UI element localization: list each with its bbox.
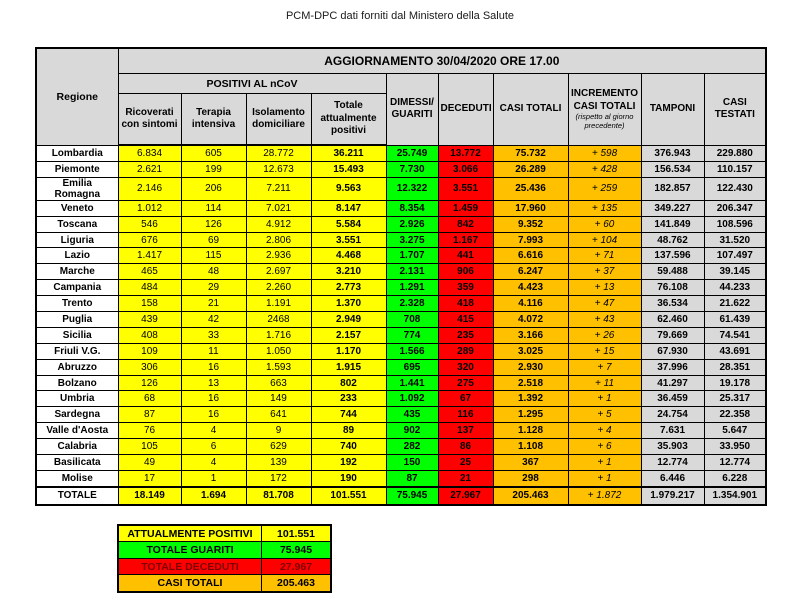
cell-incremento: + 47: [568, 296, 641, 312]
cell-ricoverati: 484: [118, 280, 181, 296]
cell-tamponi: 36.534: [641, 296, 704, 312]
cell-totale: 802: [311, 375, 386, 391]
table-body: [36, 145, 766, 487]
cell-incremento: + 60: [568, 216, 641, 232]
cell-total-ricoverati: 18.149: [118, 487, 181, 505]
table-row: [36, 145, 766, 161]
cell-ricoverati: 465: [118, 264, 181, 280]
summary-box: [117, 524, 332, 593]
table-row: [36, 439, 766, 455]
table-row: [36, 264, 766, 280]
cell-totale: 2.157: [311, 327, 386, 343]
cell-dimessi: 87: [386, 470, 438, 486]
table-row: [36, 280, 766, 296]
cell-casi: 3.166: [493, 327, 568, 343]
cell-totale: 5.584: [311, 216, 386, 232]
cell-incremento: + 15: [568, 343, 641, 359]
cell-dimessi: 8.354: [386, 200, 438, 216]
table-row: [36, 359, 766, 375]
total-row: [36, 487, 766, 505]
cell-tamponi: 79.669: [641, 327, 704, 343]
cell-dimessi: 150: [386, 455, 438, 471]
cell-deceduti: 441: [438, 248, 493, 264]
cell-testati: 19.178: [704, 375, 766, 391]
cell-totale: 3.210: [311, 264, 386, 280]
cell-deceduti: 289: [438, 343, 493, 359]
cell-isolamento: 2.260: [246, 280, 311, 296]
cell-total-region: TOTALE: [36, 487, 118, 505]
cell-totale: 190: [311, 470, 386, 486]
col-header-totale-positivi: Totale attualmente positivi: [311, 94, 386, 146]
cell-casi: 298: [493, 470, 568, 486]
table-footer: [36, 487, 766, 505]
page-title: PCM-DPC dati forniti dal Ministero della Salute: [285, 10, 515, 22]
cell-ricoverati: 1.012: [118, 200, 181, 216]
cell-isolamento: 28.772: [246, 145, 311, 161]
cell-dimessi: 774: [386, 327, 438, 343]
cell-deceduti: 415: [438, 312, 493, 328]
cell-tamponi: 12.774: [641, 455, 704, 471]
table-row: [36, 161, 766, 177]
cell-casi: 6.247: [493, 264, 568, 280]
cell-region: Marche: [36, 264, 118, 280]
cell-ricoverati: 17: [118, 470, 181, 486]
cell-terapia: 199: [181, 161, 246, 177]
cell-casi: 2.930: [493, 359, 568, 375]
cell-terapia: 42: [181, 312, 246, 328]
cell-testati: 21.622: [704, 296, 766, 312]
cell-terapia: 4: [181, 455, 246, 471]
cell-terapia: 16: [181, 359, 246, 375]
cell-ricoverati: 676: [118, 232, 181, 248]
col-header-ricoverati: Ricoverati con sintomi: [118, 94, 181, 146]
cell-testati: 206.347: [704, 200, 766, 216]
cell-totale: 192: [311, 455, 386, 471]
cell-testati: 107.497: [704, 248, 766, 264]
cell-terapia: 16: [181, 407, 246, 423]
covid-data-table: [35, 47, 767, 506]
summary-value: 101.551: [262, 525, 332, 542]
cell-isolamento: 139: [246, 455, 311, 471]
table-row: [36, 177, 766, 200]
cell-isolamento: 1.716: [246, 327, 311, 343]
cell-totale: 2.949: [311, 312, 386, 328]
cell-totale: 740: [311, 439, 386, 455]
cell-casi: 3.025: [493, 343, 568, 359]
cell-totale: 36.211: [311, 145, 386, 161]
cell-deceduti: 13.772: [438, 145, 493, 161]
cell-casi: 6.616: [493, 248, 568, 264]
cell-casi: 1.295: [493, 407, 568, 423]
cell-deceduti: 418: [438, 296, 493, 312]
cell-totale: 1.915: [311, 359, 386, 375]
cell-region: Calabria: [36, 439, 118, 455]
summary-row-totale-deceduti: [118, 558, 331, 575]
cell-terapia: 605: [181, 145, 246, 161]
cell-deceduti: 67: [438, 391, 493, 407]
cell-total-testati: 1.354.901: [704, 487, 766, 505]
cell-incremento: + 5: [568, 407, 641, 423]
cell-testati: 33.950: [704, 439, 766, 455]
cell-dimessi: 1.566: [386, 343, 438, 359]
cell-total-deceduti: 27.967: [438, 487, 493, 505]
cell-terapia: 21: [181, 296, 246, 312]
cell-casi: 17.960: [493, 200, 568, 216]
cell-region: Veneto: [36, 200, 118, 216]
summary-label: ATTUALMENTE POSITIVI: [118, 525, 262, 542]
cell-casi: 9.352: [493, 216, 568, 232]
cell-testati: 5.647: [704, 423, 766, 439]
cell-testati: 229.880: [704, 145, 766, 161]
cell-deceduti: 3.066: [438, 161, 493, 177]
table-row: [36, 343, 766, 359]
summary-row-attualmente-positivi: [118, 525, 331, 542]
cell-ricoverati: 439: [118, 312, 181, 328]
cell-region: Puglia: [36, 312, 118, 328]
table-row: [36, 455, 766, 471]
cell-testati: 110.157: [704, 161, 766, 177]
table-row: [36, 391, 766, 407]
cell-total-isolamento: 81.708: [246, 487, 311, 505]
cell-dimessi: 695: [386, 359, 438, 375]
cell-tamponi: 35.903: [641, 439, 704, 455]
cell-deceduti: 235: [438, 327, 493, 343]
cell-isolamento: 9: [246, 423, 311, 439]
cell-casi: 1.392: [493, 391, 568, 407]
cell-totale: 2.773: [311, 280, 386, 296]
cell-incremento: + 37: [568, 264, 641, 280]
cell-incremento: + 428: [568, 161, 641, 177]
cell-isolamento: 7.211: [246, 177, 311, 200]
cell-incremento: + 4: [568, 423, 641, 439]
cell-dimessi: 3.275: [386, 232, 438, 248]
cell-dimessi: 12.322: [386, 177, 438, 200]
cell-testati: 61.439: [704, 312, 766, 328]
cell-tamponi: 376.943: [641, 145, 704, 161]
cell-ricoverati: 2.146: [118, 177, 181, 200]
cell-tamponi: 62.460: [641, 312, 704, 328]
cell-terapia: 115: [181, 248, 246, 264]
col-header-casi-testati: CASI TESTATI: [704, 74, 766, 146]
cell-testati: 108.596: [704, 216, 766, 232]
cell-terapia: 33: [181, 327, 246, 343]
cell-incremento: + 43: [568, 312, 641, 328]
cell-dimessi: 1.092: [386, 391, 438, 407]
col-header-casi-totali: CASI TOTALI: [493, 74, 568, 146]
cell-deceduti: 116: [438, 407, 493, 423]
cell-incremento: + 1: [568, 391, 641, 407]
cell-total-dimessi: 75.945: [386, 487, 438, 505]
cell-totale: 3.551: [311, 232, 386, 248]
cell-region: Liguria: [36, 232, 118, 248]
cell-total-totale-positivi: 101.551: [311, 487, 386, 505]
table-row: [36, 423, 766, 439]
col-header-dimessi: DIMESSI/ GUARITI: [386, 74, 438, 146]
table-header: [36, 48, 766, 145]
cell-ricoverati: 546: [118, 216, 181, 232]
cell-region: Emilia Romagna: [36, 177, 118, 200]
cell-terapia: 48: [181, 264, 246, 280]
cell-isolamento: 4.912: [246, 216, 311, 232]
cell-total-tamponi: 1.979.217: [641, 487, 704, 505]
cell-tamponi: 6.446: [641, 470, 704, 486]
cell-deceduti: 275: [438, 375, 493, 391]
cell-casi: 4.116: [493, 296, 568, 312]
col-header-isolamento: Isolamento domiciliare: [246, 94, 311, 146]
summary-row-totale-guariti: [118, 542, 331, 559]
cell-ricoverati: 126: [118, 375, 181, 391]
cell-isolamento: 2.806: [246, 232, 311, 248]
cell-tamponi: 59.488: [641, 264, 704, 280]
cell-terapia: 1: [181, 470, 246, 486]
table-row: [36, 200, 766, 216]
cell-ricoverati: 1.417: [118, 248, 181, 264]
cell-casi: 26.289: [493, 161, 568, 177]
col-header-tamponi: TAMPONI: [641, 74, 704, 146]
cell-ricoverati: 105: [118, 439, 181, 455]
cell-dimessi: 2.131: [386, 264, 438, 280]
cell-isolamento: 1.050: [246, 343, 311, 359]
cell-totale: 4.468: [311, 248, 386, 264]
cell-region: Bolzano: [36, 375, 118, 391]
cell-region: Sardegna: [36, 407, 118, 423]
cell-region: Sicilia: [36, 327, 118, 343]
cell-region: Abruzzo: [36, 359, 118, 375]
col-header-incremento: [568, 74, 641, 146]
cell-tamponi: 137.596: [641, 248, 704, 264]
cell-ricoverati: 6.834: [118, 145, 181, 161]
cell-casi: 25.436: [493, 177, 568, 200]
cell-terapia: 114: [181, 200, 246, 216]
cell-testati: 43.691: [704, 343, 766, 359]
cell-incremento: + 6: [568, 439, 641, 455]
cell-testati: 25.317: [704, 391, 766, 407]
cell-ricoverati: 68: [118, 391, 181, 407]
cell-incremento: + 259: [568, 177, 641, 200]
cell-region: Lombardia: [36, 145, 118, 161]
cell-tamponi: 141.849: [641, 216, 704, 232]
cell-dimessi: 2.926: [386, 216, 438, 232]
cell-total-incremento: + 1.872: [568, 487, 641, 505]
cell-testati: 28.351: [704, 359, 766, 375]
cell-totale: 15.493: [311, 161, 386, 177]
cell-deceduti: 86: [438, 439, 493, 455]
cell-incremento: + 104: [568, 232, 641, 248]
cell-terapia: 6: [181, 439, 246, 455]
cell-region: Basilicata: [36, 455, 118, 471]
cell-casi: 367: [493, 455, 568, 471]
cell-incremento: + 598: [568, 145, 641, 161]
col-group-positivi: POSITIVI AL nCoV: [118, 74, 386, 94]
summary-value: 75.945: [262, 542, 332, 559]
cell-isolamento: 1.191: [246, 296, 311, 312]
cell-deceduti: 1.459: [438, 200, 493, 216]
cell-isolamento: 172: [246, 470, 311, 486]
cell-deceduti: 21: [438, 470, 493, 486]
cell-terapia: 69: [181, 232, 246, 248]
cell-terapia: 29: [181, 280, 246, 296]
cell-terapia: 4: [181, 423, 246, 439]
cell-isolamento: 663: [246, 375, 311, 391]
cell-terapia: 13: [181, 375, 246, 391]
cell-incremento: + 135: [568, 200, 641, 216]
col-header-terapia: Terapia intensiva: [181, 94, 246, 146]
cell-tamponi: 349.227: [641, 200, 704, 216]
cell-totale: 89: [311, 423, 386, 439]
cell-isolamento: 2.936: [246, 248, 311, 264]
summary-label: TOTALE GUARITI: [118, 542, 262, 559]
table-row: [36, 470, 766, 486]
table-row: [36, 312, 766, 328]
summary-row-casi-totali: [118, 575, 331, 592]
cell-testati: 74.541: [704, 327, 766, 343]
cell-testati: 31.520: [704, 232, 766, 248]
cell-deceduti: 137: [438, 423, 493, 439]
cell-totale: 1.370: [311, 296, 386, 312]
cell-deceduti: 906: [438, 264, 493, 280]
cell-dimessi: 435: [386, 407, 438, 423]
cell-region: Friuli V.G.: [36, 343, 118, 359]
cell-tamponi: 67.930: [641, 343, 704, 359]
cell-total-casi: 205.463: [493, 487, 568, 505]
cell-deceduti: 1.167: [438, 232, 493, 248]
cell-terapia: 126: [181, 216, 246, 232]
cell-dimessi: 2.328: [386, 296, 438, 312]
cell-testati: 44.233: [704, 280, 766, 296]
cell-total-terapia: 1.694: [181, 487, 246, 505]
cell-isolamento: 12.673: [246, 161, 311, 177]
cell-tamponi: 48.762: [641, 232, 704, 248]
cell-casi: 2.518: [493, 375, 568, 391]
cell-region: Molise: [36, 470, 118, 486]
cell-totale: 1.170: [311, 343, 386, 359]
table-row: [36, 375, 766, 391]
cell-isolamento: 629: [246, 439, 311, 455]
cell-totale: 8.147: [311, 200, 386, 216]
cell-incremento: + 7: [568, 359, 641, 375]
cell-dimessi: 7.730: [386, 161, 438, 177]
cell-dimessi: 902: [386, 423, 438, 439]
cell-tamponi: 182.857: [641, 177, 704, 200]
cell-isolamento: 149: [246, 391, 311, 407]
cell-terapia: 11: [181, 343, 246, 359]
cell-testati: 12.774: [704, 455, 766, 471]
cell-isolamento: 1.593: [246, 359, 311, 375]
cell-isolamento: 2468: [246, 312, 311, 328]
cell-incremento: + 13: [568, 280, 641, 296]
cell-casi: 4.423: [493, 280, 568, 296]
cell-tamponi: 41.297: [641, 375, 704, 391]
cell-totale: 744: [311, 407, 386, 423]
table-row: [36, 327, 766, 343]
cell-region: Trento: [36, 296, 118, 312]
cell-testati: 122.430: [704, 177, 766, 200]
table-row: [36, 407, 766, 423]
cell-casi: 7.993: [493, 232, 568, 248]
table-row: [36, 248, 766, 264]
cell-tamponi: 37.996: [641, 359, 704, 375]
summary-label: TOTALE DECEDUTI: [118, 558, 262, 575]
col-header-deceduti: DECEDUTI: [438, 74, 493, 146]
cell-dimessi: 1.291: [386, 280, 438, 296]
cell-totale: 9.563: [311, 177, 386, 200]
cell-totale: 233: [311, 391, 386, 407]
cell-region: Valle d'Aosta: [36, 423, 118, 439]
table-row: [36, 296, 766, 312]
summary-value: 205.463: [262, 575, 332, 592]
cell-region: Campania: [36, 280, 118, 296]
cell-isolamento: 7.021: [246, 200, 311, 216]
cell-deceduti: 359: [438, 280, 493, 296]
cell-ricoverati: 87: [118, 407, 181, 423]
cell-deceduti: 25: [438, 455, 493, 471]
cell-casi: 75.732: [493, 145, 568, 161]
cell-ricoverati: 49: [118, 455, 181, 471]
col-header-regione: Regione: [36, 48, 118, 145]
cell-isolamento: 2.697: [246, 264, 311, 280]
cell-ricoverati: 2.621: [118, 161, 181, 177]
table-row: [36, 216, 766, 232]
update-banner: AGGIORNAMENTO 30/04/2020 ORE 17.00: [118, 48, 766, 74]
cell-dimessi: 25.749: [386, 145, 438, 161]
table-row: [36, 232, 766, 248]
cell-region: Piemonte: [36, 161, 118, 177]
cell-dimessi: 1.707: [386, 248, 438, 264]
summary-value: 27.967: [262, 558, 332, 575]
cell-terapia: 16: [181, 391, 246, 407]
cell-terapia: 206: [181, 177, 246, 200]
cell-dimessi: 1.441: [386, 375, 438, 391]
cell-ricoverati: 306: [118, 359, 181, 375]
cell-casi: 4.072: [493, 312, 568, 328]
cell-incremento: + 71: [568, 248, 641, 264]
incremento-note: (rispetto al giorno precedente): [575, 112, 634, 130]
cell-deceduti: 842: [438, 216, 493, 232]
incremento-label: INCREMENTO CASI TOTALI: [570, 88, 639, 112]
cell-deceduti: 320: [438, 359, 493, 375]
summary-label: CASI TOTALI: [118, 575, 262, 592]
cell-ricoverati: 76: [118, 423, 181, 439]
cell-casi: 1.128: [493, 423, 568, 439]
cell-region: Lazio: [36, 248, 118, 264]
cell-testati: 39.145: [704, 264, 766, 280]
cell-dimessi: 708: [386, 312, 438, 328]
cell-incremento: + 11: [568, 375, 641, 391]
cell-ricoverati: 408: [118, 327, 181, 343]
cell-testati: 6.228: [704, 470, 766, 486]
cell-dimessi: 282: [386, 439, 438, 455]
cell-casi: 1.108: [493, 439, 568, 455]
cell-incremento: + 1: [568, 455, 641, 471]
cell-region: Umbria: [36, 391, 118, 407]
cell-isolamento: 641: [246, 407, 311, 423]
cell-tamponi: 7.631: [641, 423, 704, 439]
cell-region: Toscana: [36, 216, 118, 232]
cell-incremento: + 1: [568, 470, 641, 486]
cell-incremento: + 26: [568, 327, 641, 343]
cell-deceduti: 3.551: [438, 177, 493, 200]
cell-testati: 22.358: [704, 407, 766, 423]
cell-tamponi: 36.459: [641, 391, 704, 407]
cell-ricoverati: 109: [118, 343, 181, 359]
cell-tamponi: 156.534: [641, 161, 704, 177]
cell-tamponi: 24.754: [641, 407, 704, 423]
cell-ricoverati: 158: [118, 296, 181, 312]
cell-tamponi: 76.108: [641, 280, 704, 296]
